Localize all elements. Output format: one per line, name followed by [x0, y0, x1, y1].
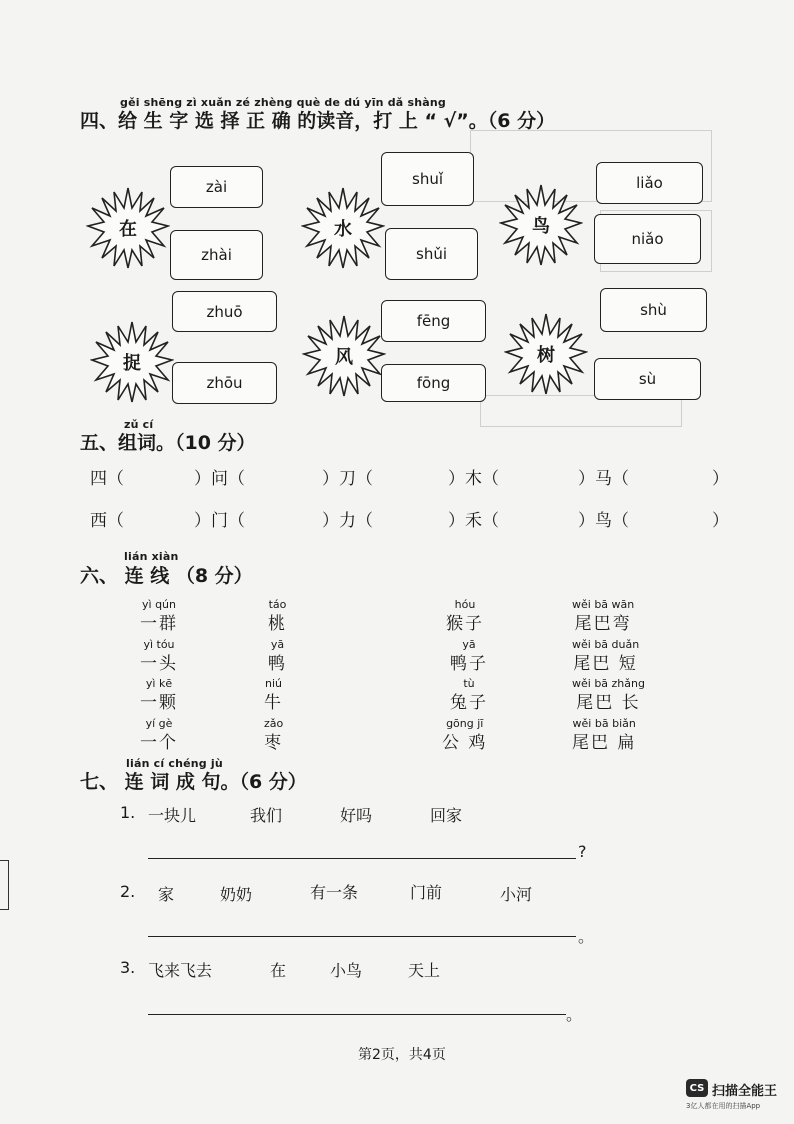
burst-char: 树 [537, 345, 555, 366]
char-burst-shu [504, 312, 588, 396]
option-box[interactable]: zhuō [172, 291, 277, 332]
question-number: 1. [120, 803, 136, 822]
match-item[interactable] [450, 677, 488, 713]
option-box[interactable]: fōng [381, 364, 486, 402]
hanzi: 尾巴弯 [574, 614, 632, 634]
burst-char: 鸟 [532, 216, 550, 237]
word-chip: 我们 [250, 806, 283, 825]
pinyin: yí gè [145, 717, 173, 730]
app-tagline: 3亿人都在用的扫描App [686, 1102, 761, 1110]
hanzi: 一颗 [140, 693, 178, 713]
hanzi: 公 鸡 [442, 733, 488, 753]
match-item[interactable] [264, 677, 283, 713]
fill-blank: ） [712, 469, 729, 489]
fill-blank[interactable]: ）鸟（ [578, 511, 629, 531]
pinyin: wěi bā wān [572, 598, 635, 611]
burst-char: 风 [335, 347, 353, 368]
match-item[interactable] [450, 638, 488, 674]
word-chip: 奶奶 [220, 885, 253, 904]
match-item[interactable] [446, 598, 484, 634]
hanzi: 枣 [264, 733, 284, 753]
pinyin: yā [270, 638, 285, 651]
pinyin: tù [463, 677, 475, 690]
option-box[interactable]: liǎo [596, 162, 703, 204]
fill-blank[interactable]: 西（ [90, 511, 124, 531]
answer-line[interactable] [148, 936, 576, 937]
camscanner-logo-icon: CS [686, 1079, 708, 1097]
sentence-end-mark: 。 [566, 1005, 583, 1024]
char-burst-zhuo [90, 320, 174, 404]
char-burst-niao [499, 183, 583, 267]
pinyin: gōng jī [446, 717, 484, 730]
app-name: 扫描全能王 [712, 1084, 778, 1099]
match-item[interactable] [572, 717, 636, 753]
fill-blank[interactable]: ）力（ [322, 511, 373, 531]
word-chip: 一块儿 [148, 806, 197, 825]
word-chip: 回家 [430, 806, 463, 825]
word-chip: 天上 [408, 961, 441, 980]
word-chip: 好吗 [340, 806, 373, 825]
pinyin: yì kē [145, 677, 173, 690]
answer-line[interactable] [148, 858, 576, 859]
match-item[interactable] [140, 677, 178, 713]
question-number: 3. [120, 958, 136, 977]
pinyin: yì tóu [143, 638, 175, 651]
sentence-end-mark: 。 [578, 927, 595, 946]
section7-title: 七、 连 词 成 句。（6 分） [80, 771, 307, 793]
fill-blank[interactable]: ）马（ [578, 469, 629, 489]
word-chip: 小鸟 [330, 961, 363, 980]
pinyin: hóu [454, 598, 476, 611]
option-box[interactable]: zhài [170, 230, 263, 280]
option-box[interactable]: shù [600, 288, 707, 332]
pinyin: yì qún [142, 598, 176, 611]
match-item[interactable] [572, 677, 645, 713]
match-item[interactable] [268, 598, 287, 634]
pinyin: zǎo [264, 717, 284, 730]
sentence-end-mark: ? [578, 842, 587, 861]
fill-blank[interactable]: ）刀（ [322, 469, 373, 489]
pinyin: táo [268, 598, 287, 611]
char-burst-zai [86, 186, 170, 270]
word-chip: 有一条 [310, 883, 359, 902]
hanzi: 牛 [264, 693, 283, 713]
fill-blank[interactable]: ）问（ [194, 469, 245, 489]
burst-char: 在 [119, 219, 137, 240]
fill-blank[interactable]: ）门（ [194, 511, 245, 531]
option-box[interactable]: shuǐ [381, 152, 474, 206]
hanzi: 尾巴 扁 [572, 733, 637, 753]
pinyin: wěi bā duǎn [572, 638, 640, 651]
pinyin: yā [462, 638, 476, 651]
section5-title: 五、组词。（10 分） [80, 432, 256, 454]
option-box[interactable]: fēng [381, 300, 486, 342]
hanzi: 鸭子 [450, 654, 488, 674]
fill-blank[interactable]: 四（ [90, 469, 124, 489]
question-number: 2. [120, 882, 136, 901]
word-chip: 家 [158, 885, 175, 904]
match-item[interactable] [442, 717, 487, 753]
pinyin: niú [265, 677, 282, 690]
match-item[interactable] [140, 598, 178, 634]
word-chip: 门前 [410, 883, 443, 902]
answer-line[interactable] [148, 1014, 566, 1015]
char-burst-feng [302, 314, 386, 398]
section7-pinyin: lián cí chéng jù [126, 757, 223, 770]
section6-title: 六、 连 线 （8 分） [80, 565, 253, 587]
match-item[interactable] [140, 717, 178, 753]
page-number: 第2页，共4页 [358, 1047, 446, 1063]
fill-blank[interactable]: ）木（ [448, 469, 499, 489]
match-item[interactable] [572, 598, 634, 634]
section4-pinyin: gěi shēng zì xuǎn zé zhèng què de dú yīn dǎ shàng [120, 96, 446, 109]
hanzi: 尾巴 短 [573, 654, 638, 674]
burst-char: 水 [334, 219, 352, 240]
match-item[interactable] [572, 638, 639, 674]
word-chip: 小河 [500, 885, 533, 904]
char-burst-shui [301, 186, 385, 270]
option-box[interactable]: zài [170, 166, 263, 208]
section4-title: 四、给 生 字 选 择 正 确 的读音，打 上 “ √”。（6 分） [80, 110, 556, 132]
option-box[interactable]: niǎo [594, 214, 701, 264]
option-box[interactable]: zhōu [172, 362, 277, 404]
burst-char: 捉 [123, 353, 141, 374]
pinyin: wěi bā zhǎng [572, 677, 645, 690]
pinyin: wěi bā biǎn [572, 717, 636, 730]
match-item[interactable] [140, 638, 178, 674]
option-box[interactable]: sù [594, 358, 701, 400]
hanzi: 一群 [140, 614, 178, 634]
section5-pinyin: zǔ cí [124, 418, 154, 431]
hanzi: 一个 [140, 733, 178, 753]
hanzi: 猴子 [446, 614, 484, 634]
word-chip: 在 [270, 961, 287, 980]
hanzi: 兔子 [450, 693, 488, 713]
match-item[interactable] [268, 638, 287, 674]
hanzi: 桃 [268, 614, 287, 634]
hanzi: 一头 [140, 654, 178, 674]
left-scan-edge [0, 860, 9, 910]
hanzi: 尾巴 长 [576, 693, 641, 713]
fill-blank: ） [712, 511, 729, 531]
section6-pinyin: lián xiàn [124, 550, 179, 563]
word-chip: 飞来飞去 [148, 961, 213, 980]
hanzi: 鸭 [268, 654, 287, 674]
option-box[interactable]: shǔi [385, 228, 478, 280]
fill-blank[interactable]: ）禾（ [448, 511, 499, 531]
match-item[interactable] [264, 717, 283, 753]
